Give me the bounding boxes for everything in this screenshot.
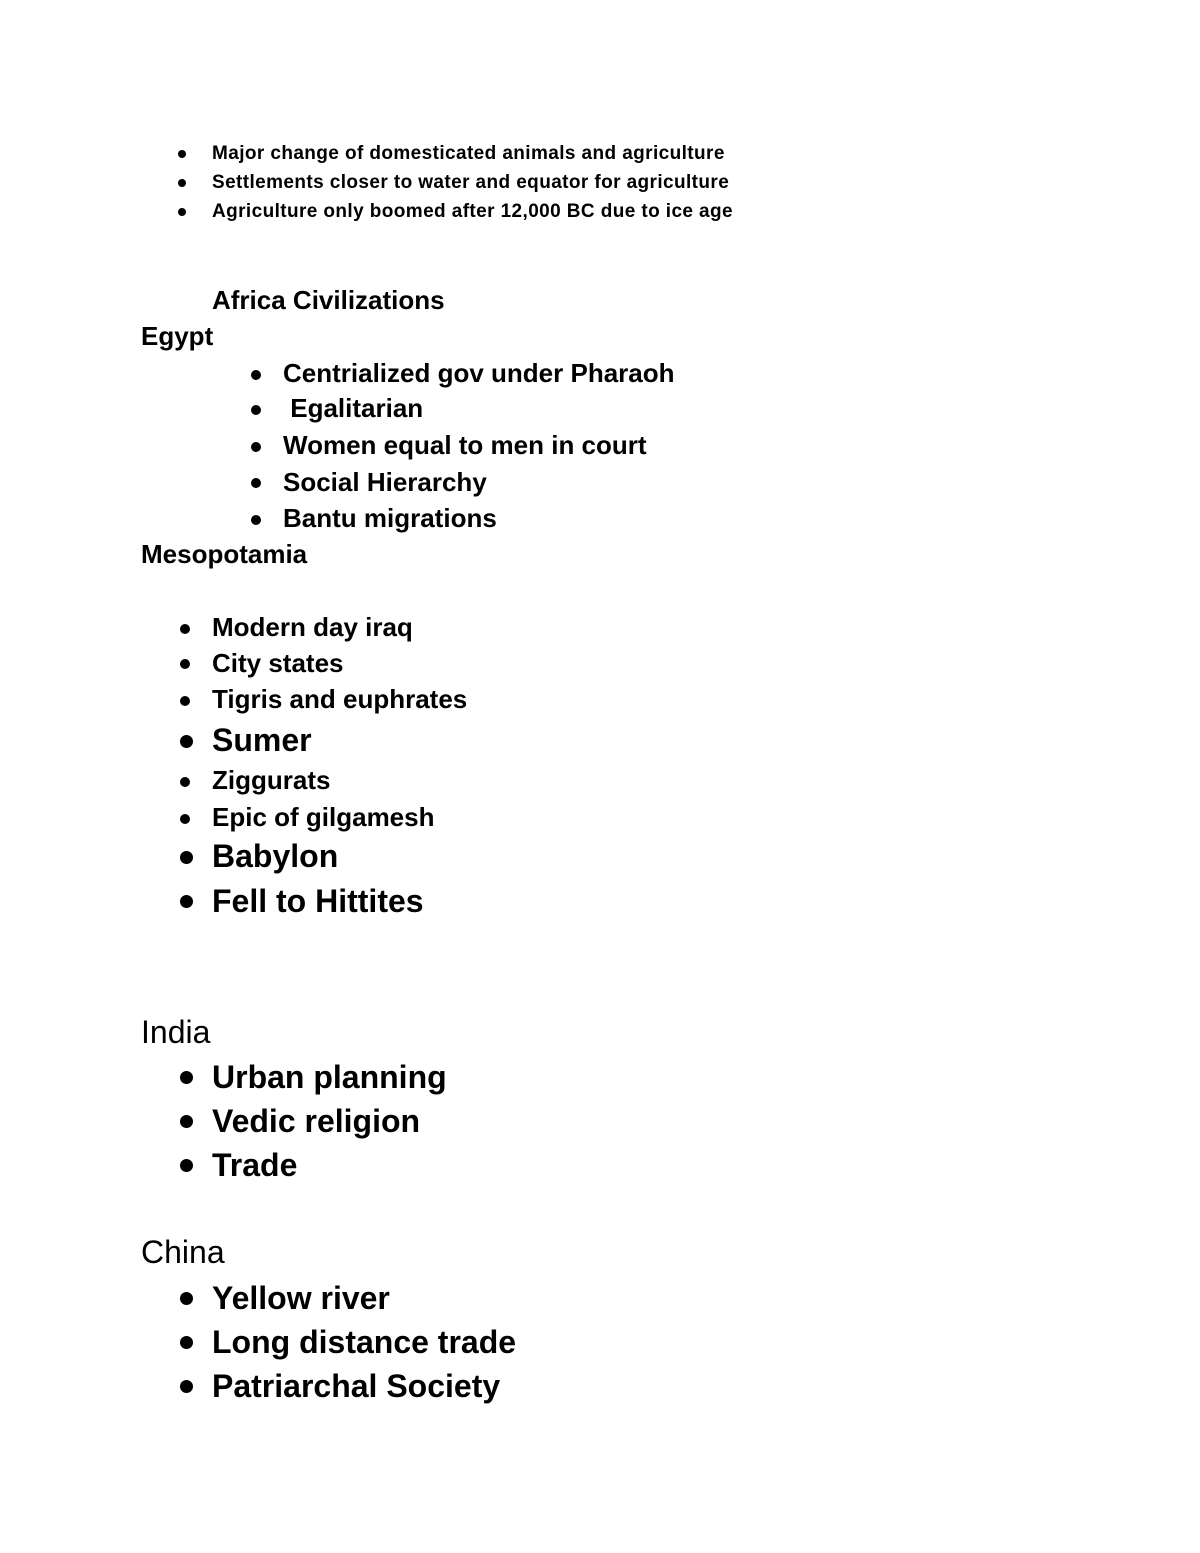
egypt-heading: Egypt bbox=[141, 321, 214, 351]
bullet-icon bbox=[180, 1380, 193, 1393]
egypt-item: Egalitarian bbox=[283, 393, 424, 423]
egypt-item: Centrialized gov under Pharaoh bbox=[283, 358, 675, 388]
bullet-icon bbox=[178, 150, 186, 158]
bullet-icon bbox=[180, 1115, 193, 1128]
india-heading: India bbox=[141, 1014, 211, 1050]
bullet-icon bbox=[251, 442, 261, 452]
bullet-icon bbox=[180, 851, 193, 864]
bullet-icon bbox=[251, 515, 261, 525]
egypt-item: Women equal to men in court bbox=[283, 430, 647, 460]
bullet-icon bbox=[251, 478, 261, 488]
bullet-icon bbox=[178, 179, 186, 187]
india-item: Vedic religion bbox=[212, 1103, 421, 1139]
bullet-icon bbox=[180, 895, 193, 908]
intro-item: Major change of domesticated animals and agriculture bbox=[212, 143, 725, 164]
mesopotamia-item: Babylon bbox=[212, 838, 339, 874]
mesopotamia-item: Ziggurats bbox=[212, 765, 331, 795]
bullet-icon bbox=[180, 777, 190, 787]
mesopotamia-item: Sumer bbox=[212, 722, 312, 758]
bullet-icon bbox=[180, 624, 190, 634]
bullet-icon bbox=[180, 696, 190, 706]
bullet-icon bbox=[180, 814, 190, 824]
china-item: Patriarchal Society bbox=[212, 1368, 501, 1404]
mesopotamia-item: Modern day iraq bbox=[212, 612, 413, 642]
china-item: Long distance trade bbox=[212, 1324, 517, 1360]
india-item: Urban planning bbox=[212, 1059, 447, 1095]
bullet-icon bbox=[251, 405, 261, 415]
mesopotamia-item: Tigris and euphrates bbox=[212, 684, 468, 714]
bullet-icon bbox=[180, 1159, 193, 1172]
mesopotamia-item: City states bbox=[212, 648, 344, 678]
intro-item: Agriculture only boomed after 12,000 BC due to ice age bbox=[212, 201, 733, 222]
bullet-icon bbox=[178, 208, 186, 216]
bullet-icon bbox=[180, 659, 190, 669]
china-heading: China bbox=[141, 1234, 225, 1270]
bullet-icon bbox=[180, 735, 193, 748]
mesopotamia-item: Fell to Hittites bbox=[212, 883, 424, 919]
mesopotamia-item: Epic of gilgamesh bbox=[212, 802, 435, 832]
india-item: Trade bbox=[212, 1147, 298, 1183]
section-title: Africa Civilizations bbox=[212, 285, 445, 315]
bullet-icon bbox=[180, 1292, 193, 1305]
intro-item: Settlements closer to water and equator for agriculture bbox=[212, 172, 730, 193]
bullet-icon bbox=[180, 1336, 193, 1349]
egypt-item: Bantu migrations bbox=[283, 503, 497, 533]
bullet-icon bbox=[251, 370, 261, 380]
bullet-icon bbox=[180, 1071, 193, 1084]
egypt-item: Social Hierarchy bbox=[283, 467, 487, 497]
china-item: Yellow river bbox=[212, 1280, 390, 1316]
mesopotamia-heading: Mesopotamia bbox=[141, 539, 308, 569]
